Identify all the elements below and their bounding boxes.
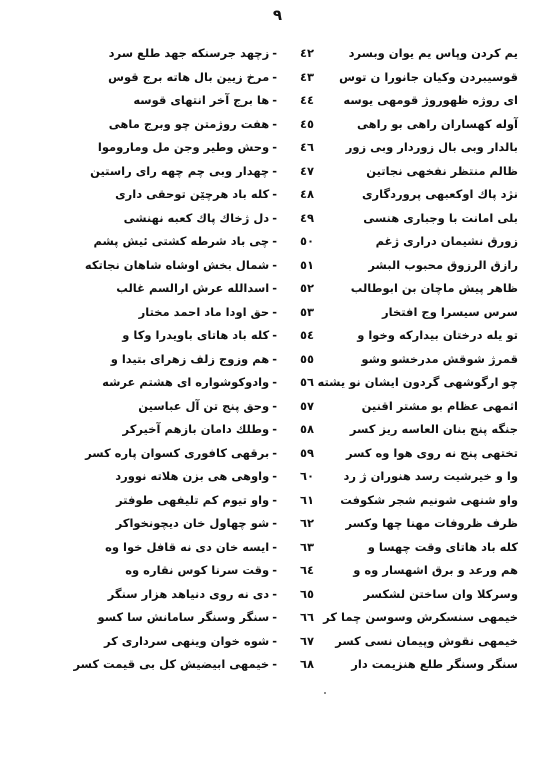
right-verse-line <box>84 254 314 278</box>
left-verse-line: ظالم منتظر نفخهی نجاتین <box>366 163 518 178</box>
verse-dash: - <box>272 69 277 84</box>
right-verse-line <box>73 653 314 677</box>
right-verse-line <box>115 489 314 513</box>
left-verse-line: خیمهی نقوش وپیمان نسی کسر <box>335 633 518 648</box>
verse-text: وحق پنج تن آل عباسین <box>138 398 270 413</box>
verse-number: ٦٧ <box>299 633 314 648</box>
left-verse-line: سنگر وسنگر طلع هنزیمت دار <box>351 657 518 671</box>
left-verse-line: ای روژه ظهوروژ قومهی یوسه <box>343 93 518 107</box>
verse-text: کله باد هاتای باویدرا وکا و <box>122 328 270 342</box>
verse-number: ٦٢ <box>299 516 314 530</box>
right-verse-line <box>97 606 314 630</box>
left-verse-line: خیمهی سنسکرش وسوسن چما کر <box>323 610 518 624</box>
verse-dash: - <box>272 516 277 530</box>
verse-dash: - <box>272 328 277 342</box>
verse-dash: - <box>272 187 277 201</box>
left-verse-line: ظاهر پیش ماچان بن ابوطالب <box>350 281 518 295</box>
right-verse-line <box>108 42 314 66</box>
right-verse-line <box>108 66 314 90</box>
verse-number: ٤٣ <box>299 69 314 84</box>
poem-columns <box>73 42 518 682</box>
verse-dash: - <box>272 539 277 554</box>
verse-dash: - <box>272 257 277 272</box>
left-verse-line: هم ورعد و برق اشهسار وه و <box>353 563 518 577</box>
verse-dash: - <box>272 210 277 225</box>
right-verse-line <box>118 89 314 113</box>
verse-text: حق اودا ماد احمد مختار <box>138 304 270 319</box>
verse-dash: - <box>272 610 277 624</box>
left-column <box>317 42 518 682</box>
left-verse-line: بلی امانت با وجباری هنسی <box>363 210 518 225</box>
left-verse-line: اثمهی عظام بو مشتر اقنین <box>361 398 518 413</box>
left-verse-line: واو شنهی شونیم شجر شکوفت <box>340 492 518 507</box>
right-verse-line <box>115 512 314 536</box>
right-verse-line <box>118 324 314 348</box>
left-verse-line: یم کردن وپاس یم یوان وبسرد <box>348 46 518 60</box>
verse-text: دل ژخاك پاك کعبه نهنشی <box>123 210 270 225</box>
verse-text: ها برج آخر انتهای قوسه <box>133 93 270 107</box>
verse-dash: - <box>272 586 277 601</box>
verse-number: ٤٥ <box>299 116 314 131</box>
verse-text: چهدار وبی چم چهه رای راستین <box>90 163 270 178</box>
verse-dash: - <box>272 351 277 366</box>
verse-text: شو چهاول خان دیچونخواکر <box>115 516 270 530</box>
verse-dash: - <box>272 492 277 507</box>
verse-number: ٦١ <box>299 492 314 507</box>
verse-text: مرخ زیین بال هاته برج قوس <box>108 69 270 84</box>
verse-dash: - <box>272 422 277 436</box>
verse-dash: - <box>272 445 277 460</box>
verse-dash: - <box>272 116 277 131</box>
right-verse-line <box>110 348 314 372</box>
verse-number: ٤٧ <box>299 163 314 178</box>
verse-text: هفت روژمتن چو وبرج ماهی <box>108 116 270 131</box>
verse-text: چی باد شرطه کشتی ئیش پشم <box>93 234 270 248</box>
right-column <box>73 42 314 682</box>
verse-number: ٦٠ <box>299 469 314 483</box>
verse-text: واوهی هی بزن هلاته نوورد <box>115 469 270 483</box>
left-verse-line: رازق الرزوق محبوب البشر <box>368 257 518 272</box>
left-verse-line: کله باد هاتای وقت چهسا و <box>367 539 518 554</box>
verse-text: واو تیوم کم تلیفهی طوفتر <box>115 492 270 507</box>
left-verse-line: بالدار وبی بال زوردار وبی زور <box>345 140 518 154</box>
verse-dash: - <box>272 563 277 577</box>
page-number: ٩ <box>272 6 283 24</box>
left-verse-line: سرس سیسرا وج افتخار <box>382 304 518 319</box>
right-verse-line <box>118 418 314 442</box>
verse-number: ٥٩ <box>299 445 314 460</box>
left-verse-line: تو یله درختان بیدارکه وخوا و <box>357 328 518 342</box>
left-verse-line: ظرف ظروفات مهنا چها وکسر <box>345 516 518 530</box>
verse-text: شوه خوان وینهی سرداری کر <box>103 633 270 648</box>
right-verse-line <box>93 230 314 254</box>
verse-number: ٥٢ <box>299 281 314 295</box>
left-verse-line: قمرژ شوقش مدرخشو وشو <box>361 351 518 366</box>
verse-number: ٥٥ <box>299 351 314 366</box>
verse-text: سنگر وسنگر سامانش سا کسو <box>97 610 270 624</box>
verse-text: کله باد هرچێن توحقی داری <box>115 187 270 201</box>
verse-text: زچهد جرسنکه جهد طلع سرد <box>108 46 270 60</box>
verse-number: ٤٨ <box>299 187 314 201</box>
verse-dash: - <box>272 234 277 248</box>
left-verse-line: زورق نشیمان دراری ژغم <box>375 234 518 248</box>
left-verse-line: وا و خیرشیت رسد هنوران ژ رد <box>343 469 518 483</box>
verse-text: دی نه روی دنیاهد هزار سنگر <box>107 586 270 601</box>
verse-dash: - <box>272 163 277 178</box>
right-verse-line <box>118 207 314 231</box>
left-verse-line: آوله کهساران راهی بو راهی <box>357 116 518 131</box>
verse-text: اسدالله عرش ارالسم غالب <box>116 281 270 295</box>
verse-dash: - <box>272 657 277 671</box>
verse-text: وحش وطیر وجن مل وماروموا <box>97 140 270 154</box>
verse-text: ایسه خان دی نه قافل خوا وه <box>105 539 270 554</box>
left-verse-line: تختهی پنج نه روی هوا وه کسر <box>345 445 518 460</box>
verse-number: ٤٤ <box>299 93 314 107</box>
verse-dash: - <box>272 140 277 154</box>
verse-number: ٥٦ <box>299 375 314 389</box>
verse-dash: - <box>272 281 277 295</box>
verse-dash: - <box>272 375 277 389</box>
left-verse-line: جنگه پنج بنان العاسه ریز کسر <box>349 422 518 436</box>
right-verse-line <box>115 183 314 207</box>
left-verse-line: قوسیبردن وکیان جانورا ن توس <box>339 69 518 84</box>
right-verse-line <box>107 583 314 607</box>
verse-dash: - <box>272 469 277 483</box>
right-verse-line <box>118 301 314 325</box>
verse-dash: - <box>272 304 277 319</box>
verse-number: ٥١ <box>299 257 314 272</box>
verse-text: وقت سرنا کوس نقاره وه <box>125 563 270 577</box>
right-verse-line <box>102 371 314 395</box>
verse-number: ٦٦ <box>299 610 314 624</box>
right-verse-line <box>90 160 314 184</box>
verse-text: برقهی کافوری کسوان پاره کسر <box>85 445 270 460</box>
right-verse-line <box>85 442 314 466</box>
verse-number: ٦٥ <box>299 586 314 601</box>
right-verse-line <box>105 536 314 560</box>
right-verse-line <box>97 136 314 160</box>
right-verse-line <box>103 630 314 654</box>
verse-text: خیمهی ابیضیش کل بی قیمت کسر <box>73 657 270 671</box>
verse-number: ٥٨ <box>299 422 314 436</box>
right-verse-line <box>115 465 314 489</box>
verse-number: ٤٢ <box>299 46 314 60</box>
verse-number: ٦٤ <box>299 563 314 577</box>
verse-number: ٥٧ <box>299 398 314 413</box>
verse-dash: - <box>272 633 277 648</box>
verse-number: ٦٨ <box>299 657 314 671</box>
verse-dash: - <box>272 93 277 107</box>
verse-text: وادوکوشواره ای هشتم عرشه <box>102 375 270 389</box>
right-verse-line <box>118 559 314 583</box>
left-verse-line: نژد پاك اوکعبهی پروردگاری <box>361 187 518 201</box>
left-verse-line: وسرکلا وان ساختن لشکسر <box>363 586 518 601</box>
verse-text: وطلك دامان بازهم آخیرکر <box>122 422 270 436</box>
right-verse-line <box>118 277 314 301</box>
verse-number: ٤٩ <box>299 210 314 225</box>
right-verse-line <box>118 395 314 419</box>
right-verse-line <box>108 113 314 137</box>
verse-text: هم وزوج زلف زهرای بتیدا و <box>110 351 270 366</box>
verse-number: ٥٠ <box>299 234 314 248</box>
verse-dash: - <box>272 46 277 60</box>
verse-number: ٤٦ <box>299 140 314 154</box>
verse-number: ٥٣ <box>299 304 314 319</box>
verse-number: ٥٤ <box>299 328 314 342</box>
verse-text: شمال بخش اوشاه شاهان نجاتکه <box>84 257 270 272</box>
left-verse-line: چو ارگوشهی گردون ایشان نو یشته <box>317 375 518 389</box>
verse-dash: - <box>272 398 277 413</box>
page-speck <box>324 692 326 694</box>
verse-number: ٦٣ <box>299 539 314 554</box>
